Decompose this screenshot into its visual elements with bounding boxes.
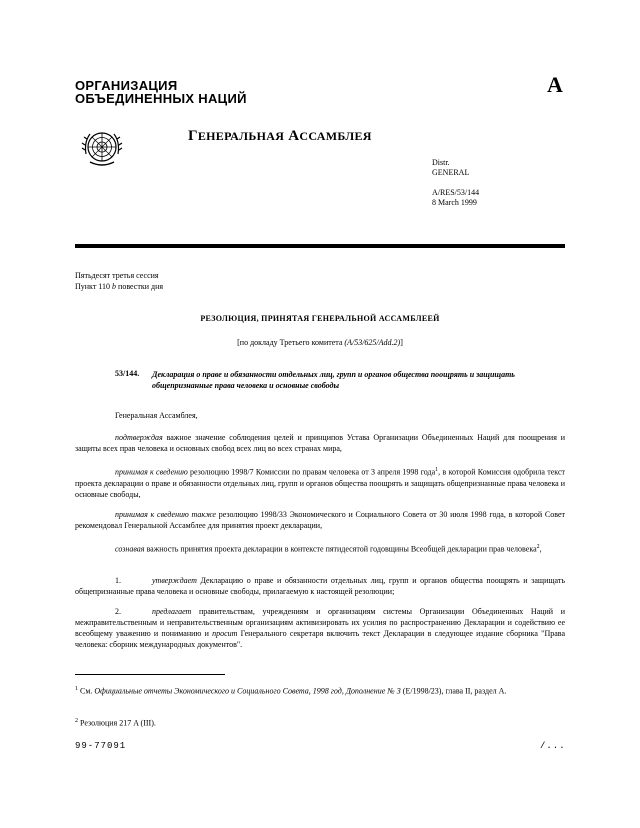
footnote-1: $^1$ См. Официальные отчеты Экономического и Социального Совета, 1998 год, Дополнение № 3 (E/1998/23), глава II, раздел A.: [75, 686, 507, 696]
paragraph-preamble-4: сознавая важность принятия проекта декларации в контексте пятидесятой годовщины Всеобщей декларации прав человека$^2$,: [115, 544, 542, 554]
operative-paragraph-1: 1. утверждает Декларацию о праве и обязанности отдельных лиц, групп и органов общества поощрять и защищать общепризнанные права человека и основные свободы, прилагаемую к настоящей резолюции;: [75, 576, 565, 596]
header-divider: [75, 244, 565, 248]
paragraph-preamble-2: принимая к сведению резолюцию 1998/7 Комиссии по правам человека от 3 апреля 1998 года$^1$, в которой Комиссия одобрила текст проекта декларации о праве и обязанности отдельных лиц, групп и органов общества поощрять и защищать общепризнанные права человека и основные свободы,: [75, 467, 566, 499]
assembly-title: ГЕНЕРАЛЬНАЯ АССАМБЛЕЯ: [188, 128, 372, 144]
continued-marker: /...: [540, 741, 566, 751]
resolution-number: 53/144.: [115, 369, 140, 378]
organization-name: ОРГАНИЗАЦИЯ ОБЪЕДИНЕННЫХ НАЦИЙ: [75, 78, 247, 106]
footnote-2: $^2$ Резолюция 217 A (III).: [75, 718, 156, 728]
resolution-title: РЕЗОЛЮЦИЯ, ПРИНЯТАЯ ГЕНЕРАЛЬНОЙ АССАМБЛЕЕЙ: [200, 314, 440, 323]
footnote-divider: [75, 674, 225, 675]
paragraph-preamble-1: подтверждая важное значение соблюдения целей и принципов Устава Организации Объединенных Наций для поощрения и защиты всех прав человека и основных свобод всех лиц во всех странах мира,: [75, 433, 565, 453]
operative-paragraph-2: 2. предлагает правительствам, учреждениям и организациям системы Организации Объединенных Наций и межправительственным и неправительственным организациям активизировать их усилия по распространению Декларации и содействию ее всеобщему уважению и пониманию и просит Генерального секретаря включить текст Декларации в следующее издание сборника "Права человека: сборник международных документов".: [75, 607, 566, 649]
document-job-number: 99-77091: [75, 741, 127, 751]
report-reference: [по докладу Третьего комитета (A/53/625/Add.2)]: [237, 338, 403, 347]
session-info: Пятьдесят третья сессия Пункт 110 b повестки дня: [75, 271, 164, 291]
document-symbol: A/RES/53/144: [432, 188, 480, 197]
paragraph-opening: Генеральная Ассамблея,: [115, 411, 198, 420]
resolution-heading: Декларация о праве и обязанности отдельных лиц, групп и органов общества поощрять и защищать общепризнанные права человека и основные свободы: [152, 370, 515, 390]
document-date: 8 March 1999: [432, 198, 477, 207]
language-letter: A: [547, 72, 563, 97]
paragraph-preamble-3: принимая к сведению также резолюцию 1998/33 Экономического и Социального Совета от 30 июля 1998 года, в которой Совет рекомендовал Генеральной Ассамблее для принятия проект декларации,: [75, 510, 566, 530]
document-distribution-block: Distr. GENERAL A/RES/53/144 8 March 1999: [432, 158, 480, 207]
un-emblem-icon: [80, 126, 124, 170]
